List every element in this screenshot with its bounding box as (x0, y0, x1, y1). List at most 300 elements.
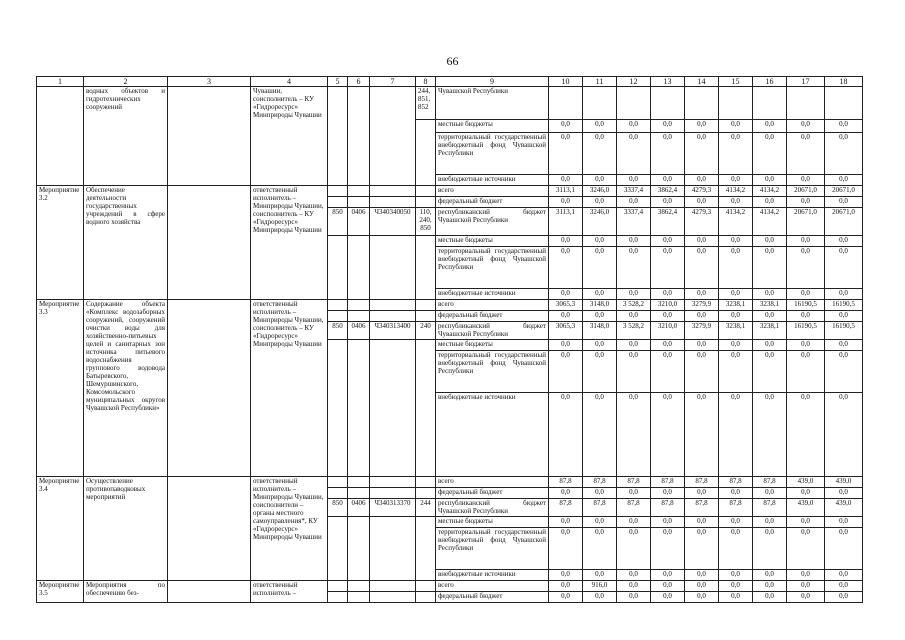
value-cell: 0,0 (719, 120, 753, 133)
value-cell: 87,8 (549, 499, 583, 517)
value-cell: 0,0 (617, 517, 651, 528)
header-cell: 11 (583, 77, 617, 87)
value-cell: 0,0 (583, 528, 617, 570)
table-cell (825, 87, 863, 120)
table-cell (416, 488, 436, 499)
value-cell: 0,0 (825, 592, 863, 603)
value-cell: 3238,1 (719, 322, 753, 340)
value-cell: 0,0 (753, 197, 787, 208)
table-cell (168, 300, 251, 477)
value-cell: 0,0 (617, 528, 651, 570)
table-cell (370, 477, 416, 488)
table-cell (348, 581, 370, 592)
value-cell: 439,0 (787, 499, 825, 517)
value-cell: 0,0 (651, 393, 685, 477)
value-cell: 87,8 (549, 477, 583, 488)
table-cell (416, 517, 436, 581)
source-label: территориальный государственный внебюджетный фонд Чувашской Республики (436, 133, 549, 175)
value-cell: 0,0 (685, 351, 719, 393)
value-cell: 0,0 (825, 120, 863, 133)
table-cell (370, 340, 416, 477)
source-label: местные бюджеты (436, 120, 549, 133)
value-cell: 16190,5 (825, 322, 863, 340)
source-label: территориальный государственный внебюджетный фонд Чувашской Республики (436, 247, 549, 289)
value-cell: 87,8 (719, 499, 753, 517)
value-cell: 0,0 (617, 311, 651, 322)
value-cell: 0,0 (685, 236, 719, 247)
table-cell (168, 477, 251, 581)
value-cell: 0,0 (651, 311, 685, 322)
value-cell: 0,0 (583, 175, 617, 186)
source-label: республиканский бюджет Чувашской Республики (436, 208, 549, 236)
table-cell (168, 186, 251, 300)
value-cell: 0,0 (549, 197, 583, 208)
value-cell: 0,0 (651, 289, 685, 300)
value-cell: 0,0 (825, 351, 863, 393)
code-cell: Ч340313400 (370, 322, 416, 340)
value-cell: 0,0 (825, 528, 863, 570)
value-cell: 87,8 (583, 499, 617, 517)
value-cell: 0,0 (617, 247, 651, 289)
value-cell: 0,0 (651, 340, 685, 351)
source-label: местные бюджеты (436, 340, 549, 351)
executor-cell: ответственный исполнитель – Минприроды Чувашии, соисполнитель – КУ «Гидроресурс» Минприроды Чувашии (251, 300, 328, 477)
value-cell: 0,0 (685, 488, 719, 499)
value-cell: 0,0 (825, 517, 863, 528)
value-cell: 0,0 (753, 592, 787, 603)
table-cell (416, 197, 436, 208)
value-cell: 0,0 (685, 528, 719, 570)
value-cell: 87,8 (719, 477, 753, 488)
value-cell: 0,0 (583, 592, 617, 603)
value-cell: 0,0 (617, 581, 651, 592)
value-cell: 0,0 (787, 340, 825, 351)
value-cell: 0,0 (719, 351, 753, 393)
value-cell: 0,0 (753, 393, 787, 477)
header-cell: 7 (370, 77, 416, 87)
code-cell: 244, 851, 852 (416, 87, 436, 120)
value-cell: 0,0 (685, 247, 719, 289)
value-cell: 0,0 (685, 592, 719, 603)
value-cell: 0,0 (549, 393, 583, 477)
value-cell: 0,0 (787, 393, 825, 477)
value-cell: 3210,0 (651, 322, 685, 340)
value-cell: 87,8 (617, 499, 651, 517)
value-cell: 87,8 (617, 477, 651, 488)
value-cell: 0,0 (787, 120, 825, 133)
value-cell: 0,0 (685, 289, 719, 300)
value-cell: 0,0 (583, 393, 617, 477)
value-cell: 0,0 (583, 120, 617, 133)
value-cell: 0,0 (685, 311, 719, 322)
executor-cell: ответственный исполнитель – (251, 581, 328, 603)
table-cell (416, 581, 436, 592)
source-label: всего (436, 581, 549, 592)
value-cell: 0,0 (753, 488, 787, 499)
value-cell: 0,0 (787, 133, 825, 175)
value-cell: 0,0 (617, 289, 651, 300)
value-cell: 0,0 (549, 351, 583, 393)
value-cell: 0,0 (825, 133, 863, 175)
value-cell: 0,0 (617, 351, 651, 393)
table-cell (328, 87, 348, 186)
code-cell: 850 (328, 208, 348, 236)
value-cell: 0,0 (719, 581, 753, 592)
source-label: федеральный бюджет (436, 592, 549, 603)
value-cell: 0,0 (651, 570, 685, 581)
source-label: местные бюджеты (436, 517, 549, 528)
value-cell: 0,0 (583, 340, 617, 351)
value-cell: 0,0 (685, 517, 719, 528)
value-cell: 0,0 (753, 120, 787, 133)
source-label: республиканский бюджет Чувашской Республики (436, 322, 549, 340)
value-cell: 0,0 (549, 289, 583, 300)
value-cell: 0,0 (617, 175, 651, 186)
value-cell: 20671,0 (787, 186, 825, 197)
value-cell: 0,0 (787, 175, 825, 186)
table-cell (416, 120, 436, 186)
value-cell: 0,0 (825, 340, 863, 351)
value-cell: 916,0 (583, 581, 617, 592)
source-label: Чувашской Республики (436, 87, 549, 120)
header-cell: 10 (549, 77, 583, 87)
value-cell: 87,8 (651, 477, 685, 488)
table-row (37, 300, 863, 311)
table-cell (348, 87, 370, 186)
table-cell (328, 300, 348, 311)
table-cell (348, 488, 370, 499)
executor-cell: ответственный исполнитель – Минприроды Чувашии, соисполнители – органы местного самоуправления*, КУ «Гидроресурс» Минприроды Чувашии (251, 477, 328, 581)
table-cell (328, 477, 348, 488)
value-cell: 0,0 (549, 236, 583, 247)
value-cell: 0,0 (719, 133, 753, 175)
measure-id: Мероприятие 3.5 (37, 581, 84, 603)
value-cell: 16190,5 (787, 322, 825, 340)
header-cell: 12 (617, 77, 651, 87)
value-cell: 0,0 (719, 340, 753, 351)
value-cell: 0,0 (617, 570, 651, 581)
value-cell: 0,0 (787, 351, 825, 393)
value-cell: 4279,3 (685, 186, 719, 197)
value-cell: 0,0 (825, 581, 863, 592)
value-cell: 0,0 (549, 592, 583, 603)
value-cell: 0,0 (753, 351, 787, 393)
value-cell: 0,0 (651, 175, 685, 186)
value-cell: 0,0 (719, 570, 753, 581)
code-cell: 240 (416, 322, 436, 340)
value-cell: 3279,9 (685, 322, 719, 340)
value-cell: 3246,0 (583, 186, 617, 197)
value-cell: 0,0 (753, 340, 787, 351)
value-cell: 4134,2 (719, 208, 753, 236)
table-cell (370, 488, 416, 499)
value-cell: 0,0 (549, 120, 583, 133)
code-cell: 110, 240, 850 (416, 208, 436, 236)
value-cell: 3113,1 (549, 208, 583, 236)
value-cell: 3862,4 (651, 186, 685, 197)
header-cell: 1 (37, 77, 84, 87)
value-cell: 0,0 (787, 247, 825, 289)
value-cell: 0,0 (719, 311, 753, 322)
value-cell: 0,0 (583, 289, 617, 300)
value-cell: 0,0 (719, 488, 753, 499)
value-cell: 87,8 (753, 477, 787, 488)
source-label: федеральный бюджет (436, 488, 549, 499)
value-cell: 0,0 (719, 528, 753, 570)
value-cell: 0,0 (651, 528, 685, 570)
header-cell: 9 (436, 77, 549, 87)
value-cell: 3337,4 (617, 208, 651, 236)
value-cell: 0,0 (753, 570, 787, 581)
value-cell: 0,0 (825, 488, 863, 499)
table-cell (328, 517, 348, 581)
table-cell (370, 581, 416, 592)
header-cell: 6 (348, 77, 370, 87)
value-cell: 0,0 (685, 120, 719, 133)
table-cell (328, 340, 348, 477)
value-cell: 0,0 (825, 197, 863, 208)
table-cell (370, 311, 416, 322)
table-cell (348, 477, 370, 488)
value-cell: 0,0 (685, 393, 719, 477)
value-cell: 439,0 (787, 477, 825, 488)
value-cell: 3279,9 (685, 300, 719, 311)
source-label: территориальный государственный внебюджетный фонд Чувашской Республики (436, 528, 549, 570)
table-cell (416, 186, 436, 197)
table-cell (328, 311, 348, 322)
value-cell: 3113,1 (549, 186, 583, 197)
value-cell: 0,0 (787, 592, 825, 603)
value-cell: 20671,0 (825, 208, 863, 236)
code-cell: 0406 (348, 499, 370, 517)
value-cell: 0,0 (549, 528, 583, 570)
table-cell (753, 87, 787, 120)
value-cell: 87,8 (583, 477, 617, 488)
header-cell: 13 (651, 77, 685, 87)
table-cell (328, 488, 348, 499)
value-cell: 0,0 (719, 393, 753, 477)
source-label: республиканский бюджет Чувашской Республики (436, 499, 549, 517)
value-cell: 0,0 (583, 247, 617, 289)
executor-cell: ответственный исполнитель – Минприроды Чувашии, соисполнитель – КУ «Гидроресурс» Минприроды Чувашии (251, 186, 328, 300)
value-cell: 0,0 (651, 592, 685, 603)
value-cell: 0,0 (753, 311, 787, 322)
value-cell: 3065,3 (549, 322, 583, 340)
value-cell: 0,0 (753, 581, 787, 592)
value-cell: 0,0 (583, 311, 617, 322)
table-cell (416, 477, 436, 488)
value-cell: 0,0 (825, 393, 863, 477)
table-cell (416, 340, 436, 477)
value-cell: 0,0 (787, 488, 825, 499)
source-label: внебюджетные источники (436, 289, 549, 300)
header-cell: 2 (84, 77, 168, 87)
value-cell: 0,0 (583, 351, 617, 393)
value-cell: 16190,5 (787, 300, 825, 311)
value-cell: 0,0 (583, 236, 617, 247)
measure-name: Содержание объекта «Комплекс водозаборных сооружений, сооружений очистки воды для хозяйственно-питьевых целей и санитарных зон источника питьевого водоснабжения группового водовода Батыревского, Шемуршинского, Комсомольского муниципальных округов Чувашской Республики» (84, 300, 168, 477)
measure-name: Осуществление противопаводковых мероприятий (84, 477, 168, 581)
value-cell: 0,0 (753, 175, 787, 186)
source-label: внебюджетные источники (436, 393, 549, 477)
value-cell: 0,0 (787, 289, 825, 300)
value-cell: 0,0 (617, 340, 651, 351)
value-cell: 0,0 (685, 175, 719, 186)
table-cell (416, 592, 436, 603)
table-cell (370, 87, 416, 186)
value-cell: 3065,3 (549, 300, 583, 311)
value-cell: 87,8 (753, 499, 787, 517)
header-cell: 17 (787, 77, 825, 87)
value-cell: 0,0 (651, 133, 685, 175)
value-cell: 439,0 (825, 499, 863, 517)
value-cell: 3246,0 (583, 208, 617, 236)
value-cell: 0,0 (651, 120, 685, 133)
table-cell (617, 87, 651, 120)
measure-id: Мероприятие 3.3 (37, 300, 84, 477)
value-cell: 0,0 (753, 247, 787, 289)
value-cell: 0,0 (651, 197, 685, 208)
value-cell: 4134,2 (753, 186, 787, 197)
table-cell (719, 87, 753, 120)
measure-id: Мероприятие 3.2 (37, 186, 84, 300)
value-cell: 0,0 (685, 133, 719, 175)
table-cell (348, 592, 370, 603)
header-cell: 14 (685, 77, 719, 87)
value-cell: 87,8 (685, 477, 719, 488)
header-row (37, 77, 863, 87)
value-cell: 0,0 (549, 247, 583, 289)
value-cell: 0,0 (719, 175, 753, 186)
value-cell: 3 528,2 (617, 300, 651, 311)
code-cell: 244 (416, 499, 436, 517)
value-cell: 0,0 (787, 517, 825, 528)
value-cell: 0,0 (825, 236, 863, 247)
value-cell: 0,0 (753, 528, 787, 570)
table-cell (168, 581, 251, 603)
value-cell: 0,0 (617, 120, 651, 133)
value-cell: 0,0 (825, 311, 863, 322)
table-cell (348, 186, 370, 197)
table-cell (328, 592, 348, 603)
value-cell: 3238,1 (719, 300, 753, 311)
code-cell: 0406 (348, 322, 370, 340)
value-cell: 0,0 (549, 570, 583, 581)
value-cell: 3238,1 (753, 300, 787, 311)
header-cell: 8 (416, 77, 436, 87)
table-cell (37, 87, 84, 186)
value-cell: 0,0 (549, 340, 583, 351)
table-cell (328, 581, 348, 592)
table-cell (370, 517, 416, 581)
table-cell (370, 186, 416, 197)
table-cell (328, 186, 348, 197)
value-cell: 0,0 (787, 197, 825, 208)
table-row (37, 186, 863, 197)
value-cell: 0,0 (719, 289, 753, 300)
value-cell: 0,0 (617, 197, 651, 208)
value-cell: 0,0 (651, 488, 685, 499)
value-cell: 0,0 (825, 570, 863, 581)
value-cell: 0,0 (549, 517, 583, 528)
value-cell: 0,0 (719, 517, 753, 528)
value-cell: 20671,0 (825, 186, 863, 197)
budget-table (36, 76, 863, 603)
source-label: всего (436, 477, 549, 488)
value-cell: 0,0 (617, 133, 651, 175)
value-cell: 0,0 (549, 175, 583, 186)
header-cell: 16 (753, 77, 787, 87)
code-cell: 850 (328, 322, 348, 340)
value-cell: 0,0 (787, 581, 825, 592)
value-cell: 0,0 (617, 592, 651, 603)
value-cell: 4279,3 (685, 208, 719, 236)
table-cell (348, 236, 370, 300)
table-cell (348, 340, 370, 477)
value-cell: 0,0 (651, 351, 685, 393)
value-cell: 0,0 (787, 570, 825, 581)
value-cell: 439,0 (825, 477, 863, 488)
value-cell: 3337,4 (617, 186, 651, 197)
table-cell (348, 517, 370, 581)
value-cell: 0,0 (719, 197, 753, 208)
value-cell: 0,0 (617, 236, 651, 247)
table-cell (787, 87, 825, 120)
code-cell: Ч340340050 (370, 208, 416, 236)
table-cell (416, 311, 436, 322)
table-cell (685, 87, 719, 120)
header-cell: 15 (719, 77, 753, 87)
value-cell: 0,0 (719, 247, 753, 289)
value-cell: 0,0 (685, 581, 719, 592)
value-cell: 0,0 (825, 289, 863, 300)
source-label: федеральный бюджет (436, 197, 549, 208)
measure-id: Мероприятие 3.4 (37, 477, 84, 581)
value-cell: 0,0 (685, 197, 719, 208)
value-cell: 0,0 (651, 247, 685, 289)
code-cell: 0406 (348, 208, 370, 236)
source-label: федеральный бюджет (436, 311, 549, 322)
value-cell: 0,0 (583, 517, 617, 528)
value-cell: 0,0 (583, 197, 617, 208)
value-cell: 0,0 (753, 133, 787, 175)
value-cell: 3862,4 (651, 208, 685, 236)
table-cell (583, 87, 617, 120)
table-cell (416, 236, 436, 300)
value-cell: 0,0 (651, 236, 685, 247)
table-row (37, 581, 863, 592)
value-cell: 0,0 (549, 581, 583, 592)
table-cell (348, 311, 370, 322)
value-cell: 0,0 (787, 311, 825, 322)
source-label: всего (436, 300, 549, 311)
value-cell: 0,0 (617, 393, 651, 477)
table-cell (370, 592, 416, 603)
value-cell: 4134,2 (753, 208, 787, 236)
value-cell: 0,0 (549, 488, 583, 499)
value-cell: 3148,0 (583, 322, 617, 340)
table-cell (370, 300, 416, 311)
value-cell: 20671,0 (787, 208, 825, 236)
source-label: внебюджетные источники (436, 570, 549, 581)
value-cell: 0,0 (719, 592, 753, 603)
table-cell (348, 300, 370, 311)
value-cell: 3238,1 (753, 322, 787, 340)
table-cell (328, 197, 348, 208)
value-cell: 0,0 (617, 488, 651, 499)
value-cell: 0,0 (753, 236, 787, 247)
value-cell: 0,0 (651, 517, 685, 528)
